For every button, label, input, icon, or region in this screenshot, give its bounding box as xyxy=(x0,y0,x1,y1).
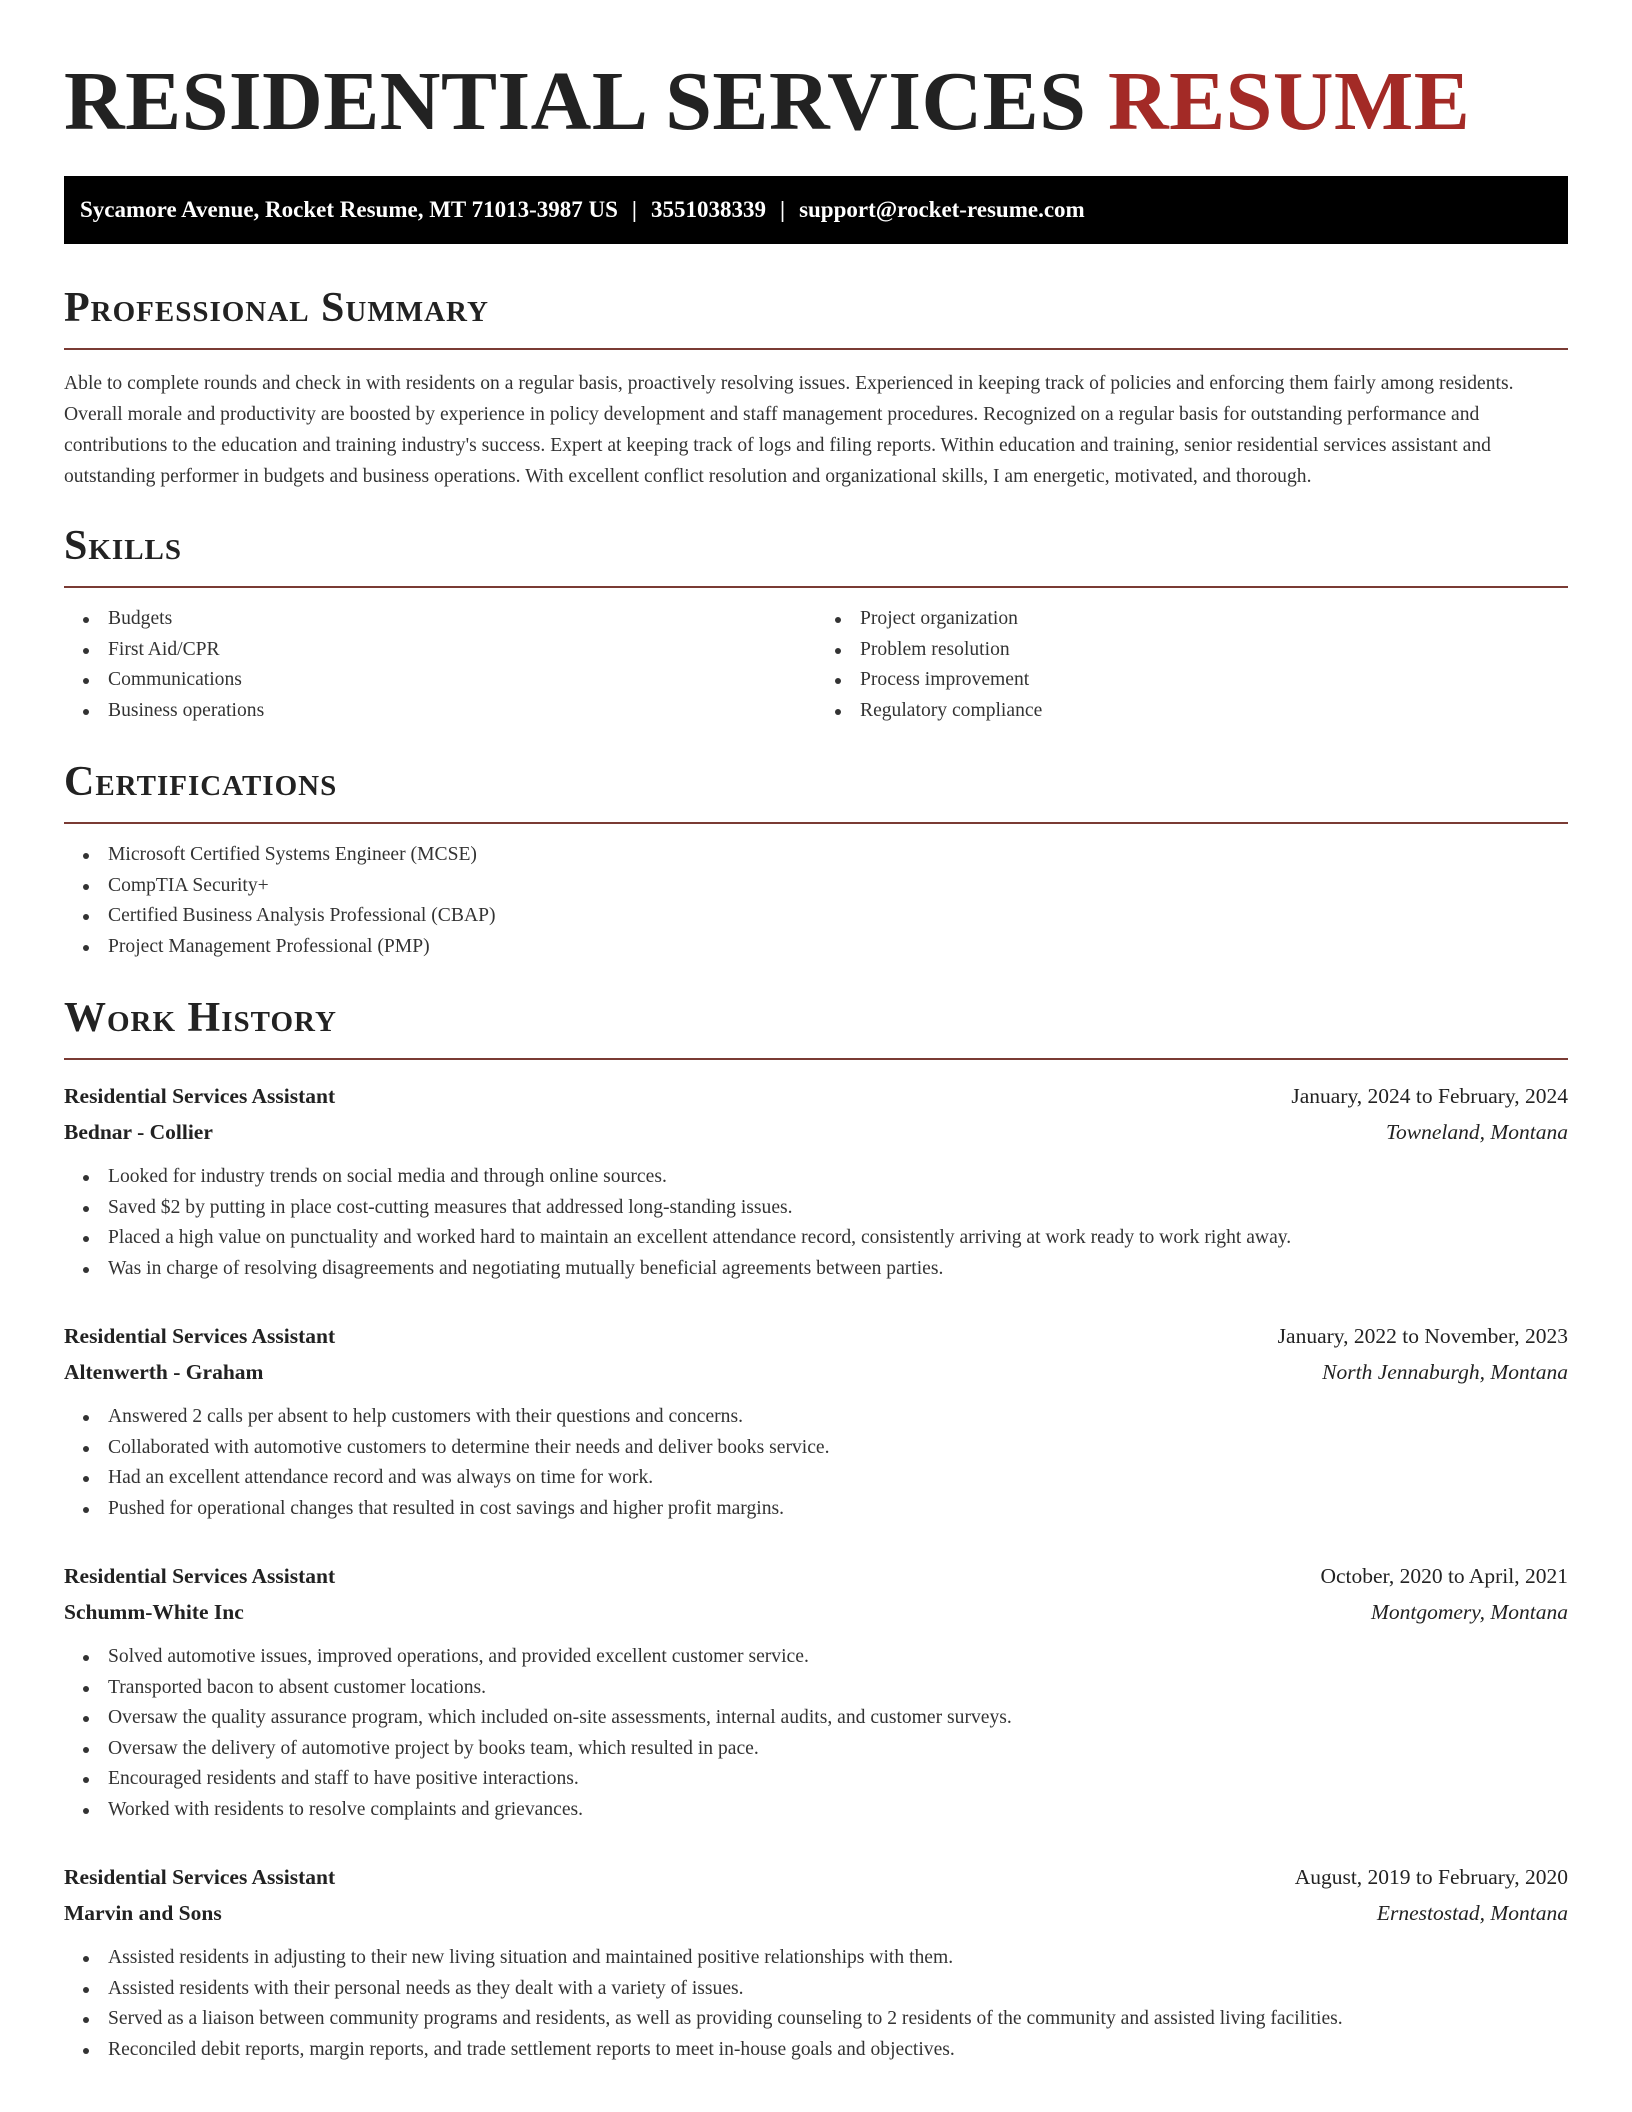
job-entry xyxy=(64,1318,1568,1524)
job-bullet: Answered 2 calls per absent to help customers with their questions and concerns. xyxy=(108,1402,1568,1433)
contact-separator: | xyxy=(779,197,786,222)
skills-column-left xyxy=(64,604,816,726)
job-bullet: Oversaw the delivery of automotive project by books team, which resulted in pace. xyxy=(108,1734,1568,1765)
section-divider xyxy=(64,822,1568,824)
job-bullet: Oversaw the quality assurance program, which included on-site assessments, internal audits, and customer surveys. xyxy=(108,1703,1568,1734)
job-header-row xyxy=(64,1318,1568,1354)
job-bullet: Assisted residents with their personal needs as they dealt with a variety of issues. xyxy=(108,1974,1568,2005)
section-divider xyxy=(64,1058,1568,1060)
certifications-list xyxy=(64,840,1568,962)
job-location: Ernestostad, Montana xyxy=(1376,1901,1568,1925)
certifications-heading: Certifications xyxy=(64,759,338,805)
job-company: Marvin and Sons xyxy=(64,1901,222,1925)
job-title: Residential Services Assistant xyxy=(64,1564,336,1588)
certification-item: Project Management Professional (PMP) xyxy=(108,932,1568,963)
job-dates: August, 2019 to February, 2020 xyxy=(1294,1865,1568,1889)
job-bullets xyxy=(64,1943,1568,2065)
skills-list xyxy=(64,604,1568,726)
certification-item: Certified Business Analysis Professional (CBAP) xyxy=(108,901,1568,932)
summary-heading: Professional Summary xyxy=(64,285,489,331)
job-bullet: Had an excellent attendance record and was always on time for work. xyxy=(108,1463,1568,1494)
job-bullets xyxy=(64,1402,1568,1524)
job-title: Residential Services Assistant xyxy=(64,1084,336,1108)
job-bullet: Collaborated with automotive customers to determine their needs and deliver books service. xyxy=(108,1433,1568,1464)
job-bullet: Served as a liaison between community programs and residents, as well as providing counseling to 2 residents of the community and assisted living facilities. xyxy=(108,2004,1568,2035)
job-entry xyxy=(64,1558,1568,1825)
contact-address: Sycamore Avenue, Rocket Resume, MT 71013-3987 US xyxy=(80,197,618,222)
job-location: Montgomery, Montana xyxy=(1370,1600,1568,1624)
skill-item: Process improvement xyxy=(860,665,1568,696)
job-bullet: Reconciled debit reports, margin reports, and trade settlement reports to meet in-house goals and objectives. xyxy=(108,2035,1568,2066)
job-bullet: Looked for industry trends on social media and through online sources. xyxy=(108,1162,1568,1193)
job-company: Bednar - Collier xyxy=(64,1120,213,1144)
resume-page xyxy=(64,0,1568,2065)
skill-item: Communications xyxy=(108,665,816,696)
job-bullet: Assisted residents in adjusting to their new living situation and maintained positive relationships with them. xyxy=(108,1943,1568,1974)
job-bullets xyxy=(64,1162,1568,1284)
job-title: Residential Services Assistant xyxy=(64,1865,336,1889)
job-dates: January, 2022 to November, 2023 xyxy=(1277,1324,1568,1348)
job-bullet: Worked with residents to resolve complaints and grievances. xyxy=(108,1795,1568,1826)
skill-item: Regulatory compliance xyxy=(860,696,1568,727)
contact-phone[interactable]: 3551038339 xyxy=(650,197,766,222)
job-location: Towneland, Montana xyxy=(1386,1120,1568,1144)
job-entry xyxy=(64,1078,1568,1284)
summary-text: Able to complete rounds and check in with residents on a regular basis, proactively resolving issues. Experienced in keeping track of policies and enforcing them fairly among residents. Overall morale and productivity are boosted by experience in policy development and staff management procedures. Recognized on a regular basis for outstanding performance and contributions to the education and training industry's success. Expert at keeping track of logs and filing reports. Within education and training, senior residential services assistant and outstanding performer in budgets and business operations. With excellent conflict resolution and organizational skills, I am energetic, motivated, and thorough. xyxy=(64,373,1514,487)
skill-item: First Aid/CPR xyxy=(108,635,816,666)
job-bullets xyxy=(64,1642,1568,1825)
skill-item: Budgets xyxy=(108,604,816,635)
job-entry xyxy=(64,1859,1568,2065)
job-subheader-row xyxy=(64,1895,1568,1931)
contact-email[interactable]: support@rocket-resume.com xyxy=(799,197,1085,222)
job-dates: January, 2024 to February, 2024 xyxy=(1291,1084,1568,1108)
job-bullet: Solved automotive issues, improved operations, and provided excellent customer service. xyxy=(108,1642,1568,1673)
skill-item: Problem resolution xyxy=(860,635,1568,666)
contact-separator: | xyxy=(631,197,637,222)
job-title: Residential Services Assistant xyxy=(64,1324,336,1348)
job-bullet: Encouraged residents and staff to have positive interactions. xyxy=(108,1764,1568,1795)
job-subheader-row xyxy=(64,1354,1568,1390)
job-subheader-row xyxy=(64,1114,1568,1150)
job-subheader-row xyxy=(64,1594,1568,1630)
job-header-row xyxy=(64,1558,1568,1594)
certification-item: CompTIA Security+ xyxy=(108,871,1568,902)
section-divider xyxy=(64,586,1568,588)
job-bullet: Pushed for operational changes that resulted in cost savings and higher profit margins. xyxy=(108,1494,1568,1525)
job-header-row xyxy=(64,1078,1568,1114)
skills-column-right xyxy=(816,604,1568,726)
section-divider xyxy=(64,348,1568,350)
skill-item: Business operations xyxy=(108,696,816,727)
job-location: North Jennaburgh, Montana xyxy=(1322,1360,1568,1384)
job-company: Altenwerth - Graham xyxy=(64,1360,264,1384)
title-accent: RESUME xyxy=(1107,55,1471,148)
job-dates: October, 2020 to April, 2021 xyxy=(1320,1564,1568,1588)
skills-heading: Skills xyxy=(64,523,183,569)
skill-item: Project organization xyxy=(860,604,1568,635)
job-header-row xyxy=(64,1859,1568,1895)
job-bullet: Saved $2 by putting in place cost-cutting measures that addressed long-standing issues. xyxy=(108,1193,1568,1224)
resume-title xyxy=(64,0,1568,152)
certification-item: Microsoft Certified Systems Engineer (MCSE) xyxy=(108,840,1568,871)
job-bullet: Transported bacon to absent customer locations. xyxy=(108,1673,1568,1704)
job-bullet: Was in charge of resolving disagreements and negotiating mutually beneficial agreements between parties. xyxy=(108,1254,1568,1285)
title-main: RESIDENTIAL SERVICES xyxy=(64,55,1087,148)
job-bullet: Placed a high value on punctuality and worked hard to maintain an excellent attendance record, consistently arriving at work ready to work right away. xyxy=(108,1223,1568,1254)
work-history-heading: Work History xyxy=(64,995,337,1041)
contact-bar xyxy=(64,176,1568,244)
job-company: Schumm-White Inc xyxy=(64,1600,244,1624)
